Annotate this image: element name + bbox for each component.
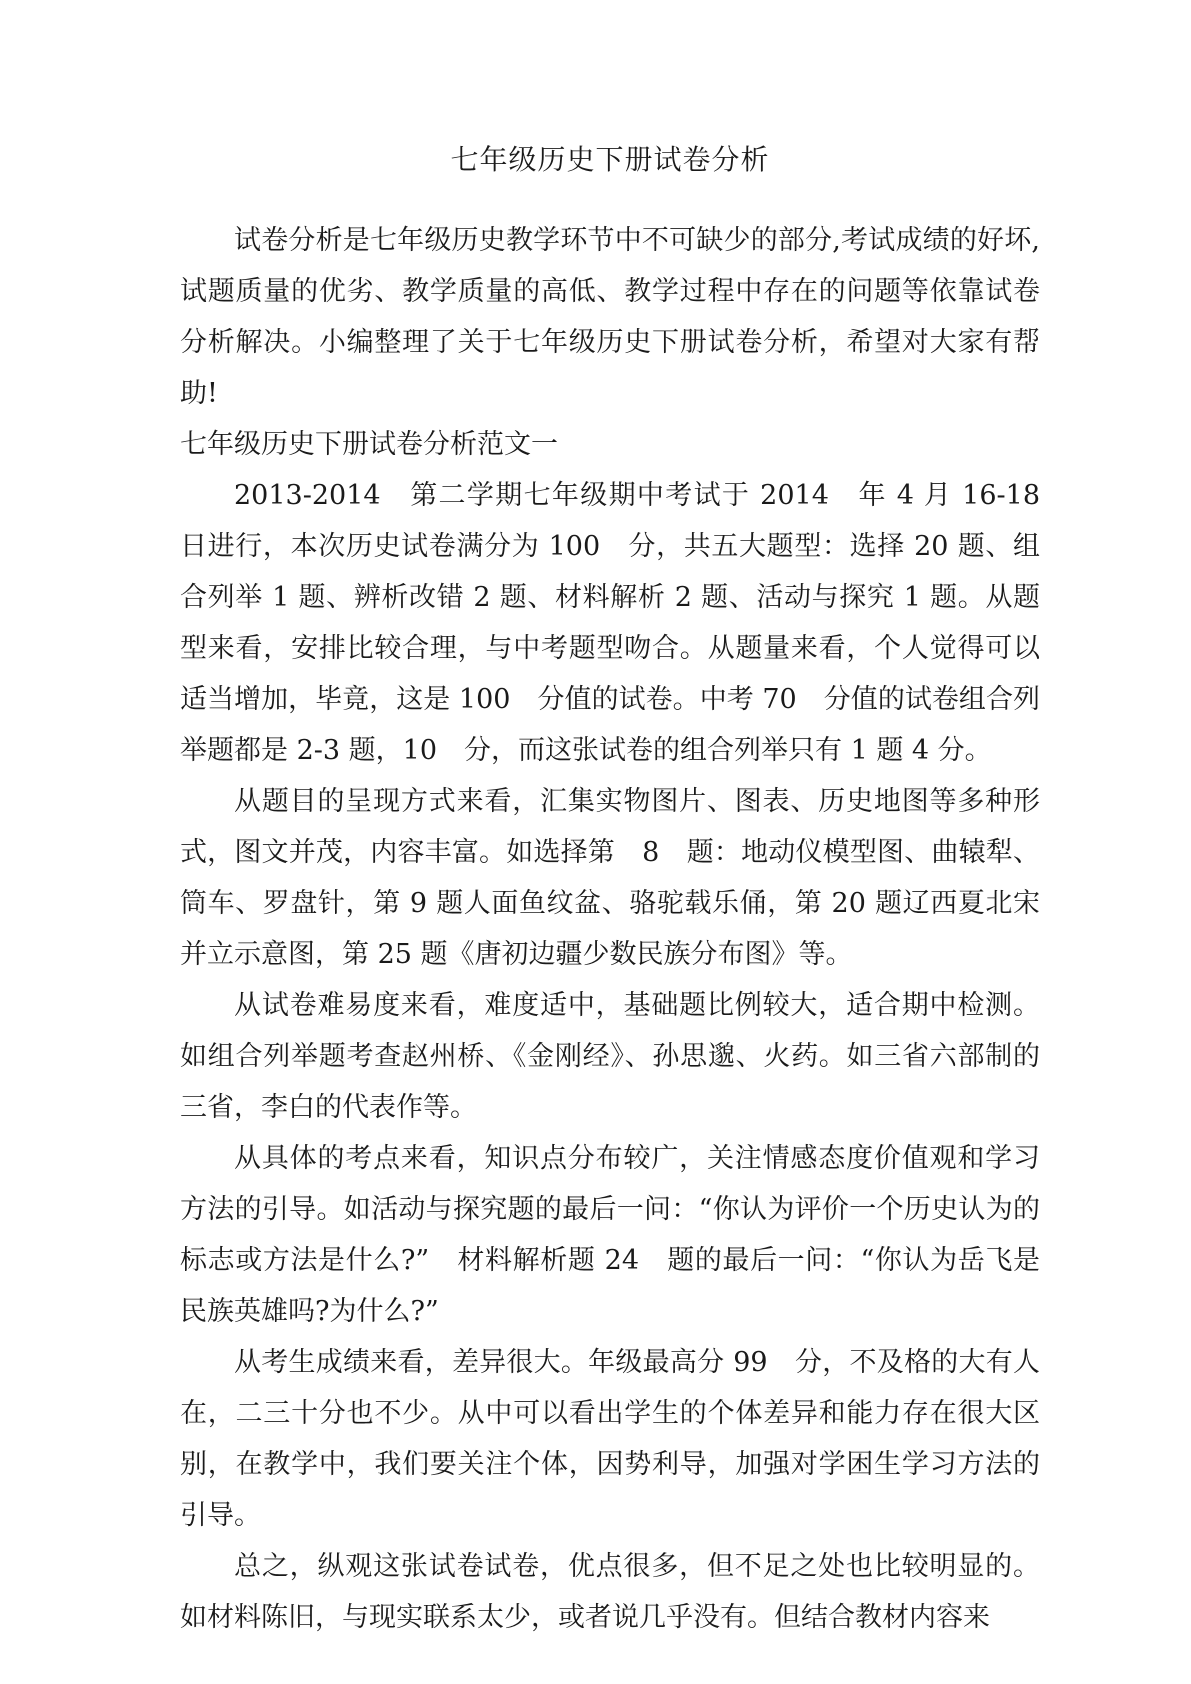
document-text xyxy=(180,215,1067,1643)
paragraph-knowledge-points: 从具体的考点来看，知识点分布较广，关注情感态度价值观和学习方法的引导。如活动与探究题的最后一问：“你认为评价一个历史认为的标志或方法是什么?” 材料解析题 24 题的最后一问：“你认为岳飞是民族英雄吗?为什么?” xyxy=(180,1143,1040,1327)
paragraph-scores: 从考生成绩来看，差异很大。年级最高分 99 分，不及格的大有人在，二三十分也不少。从中可以看出学生的个体差异和能力存在很大区别，在教学中，我们要关注个体，因势利导，加强对学困生学习方法的引导。 xyxy=(180,1347,1040,1531)
paragraph-difficulty: 从试卷难易度来看，难度适中，基础题比例较大，适合期中检测。如组合列举题考查赵州桥、《金刚经》、孙思邈、火药。如三省六部制的三省，李白的代表作等。 xyxy=(180,990,1040,1123)
paragraph-presentation: 从题目的呈现方式来看，汇集实物图片、图表、历史地图等多种形式，图文并茂，内容丰富。如选择第 8 题：地动仪模型图、曲辕犁、筒车、罗盘针，第 9 题人面鱼纹盆、骆驼载乐俑，第 20 题辽西夏北宋并立示意图，第 25 题《唐初边疆少数民族分布图》等。 xyxy=(180,786,1040,970)
document-title: 七年级历史下册试卷分析 xyxy=(450,143,770,176)
paragraph-summary: 总之，纵观这张试卷试卷，优点很多，但不足之处也比较明显的。如材料陈旧，与现实联系太少，或者说几乎没有。但结合教材内容来 xyxy=(180,1551,1040,1633)
paragraph-exam-overview: 2013-2014 第二学期七年级期中考试于 2014 年 4 月 16-18 日进行，本次历史试卷满分为 100 分，共五大题型：选择 20 题、组合列举 1 题、辨析改错 2 题、材料解析 2 题、活动与探究 1 题。从题型来看，安排比较合理，与中考题型吻合。从题量来看，个人觉得可以适当增加，毕竟，这是 100 分值的试卷。中考 70 分值的试卷组合列举题都是 2-3 题，10 分，而这张试卷的组合列举只有 1 题 4 分。 xyxy=(180,480,1067,766)
intro-paragraph: 试卷分析是七年级历史教学环节中不可缺少的部分,考试成绩的好坏,试题质量的优劣、教学质量的高低、教学过程中存在的问题等依靠试卷分析解决。小编整理了关于七年级历史下册试卷分析，希望对大家有帮助! xyxy=(180,225,1040,409)
section-heading: 七年级历史下册试卷分析范文一 xyxy=(180,429,558,460)
